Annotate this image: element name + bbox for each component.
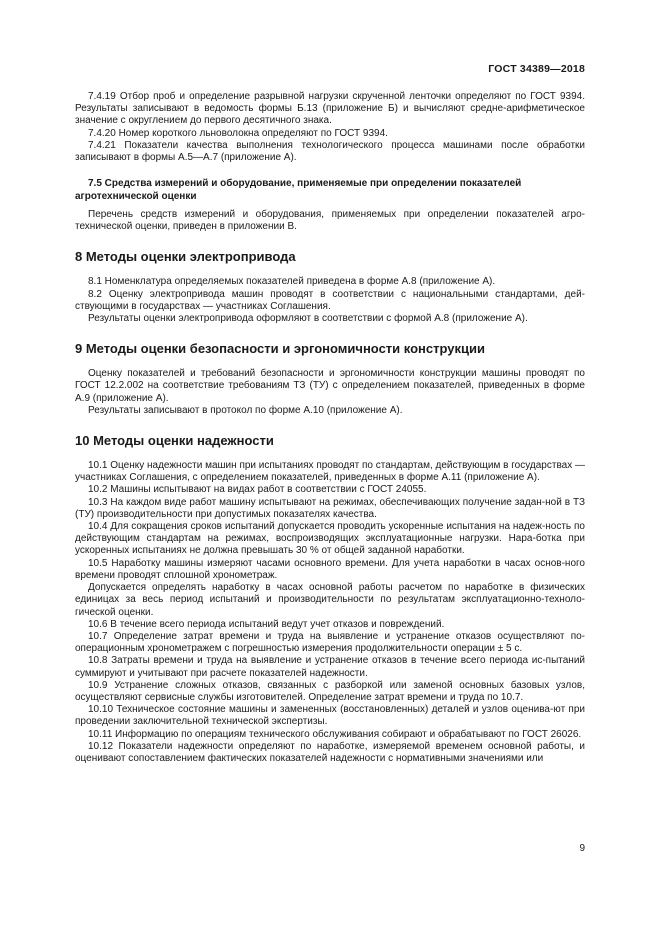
paragraph-10-3: 10.3 На каждом виде работ машину испытывают на режимах, обеспечивающих получение задан-ной в ТЗ (ТУ) производительности при допустимых показателях качества. [75, 496, 585, 520]
paragraph-9-results: Результаты записывают в протокол по форме А.10 (приложение А). [88, 404, 403, 416]
paragraph-10-5: 10.5 Наработку машины измеряют часами основного времени. Для учета наработки в часах основ-ного времени проводят сплошной хронометраж. [75, 557, 585, 581]
paragraph-10-7: 10.7 Определение затрат времени и труда на выявление и устранение отказов осуществляют по-операционным хронометражем с погрешностью измерения продолжительности операции ± 5 с. [75, 630, 585, 655]
paragraph-7-4-21: 7.4.21 Показатели качества выполнения технологического процесса машинами после обработки записывают в формы А.5—А.7 (приложение А). [75, 139, 585, 164]
paragraph-8-results: Результаты оценки электропривода оформляют в соответствии с формой А.8 (приложение А). [88, 313, 528, 325]
paragraph-10-6: 10.6 В течение всего периода испытаний ведут учет отказов и повреждений. [88, 618, 445, 630]
paragraph-10-1: 10.1 Оценку надежности машин при испытаниях проводят по стандартам, действующим в государствах — участниках Соглашения, с определением показателей, приведенных в форме А.11 (приложение А). [75, 460, 585, 484]
paragraph-8-2: 8.2 Оценку электропривода машин проводят в соответствии с национальными стандартами, дей-ствующими в государствах — участниках Соглашения. [75, 288, 585, 312]
subsection-heading-7-5: 7.5 Средства измерений и оборудование, применяемые при определении показателей агротехнической оценки [75, 178, 522, 202]
paragraph-7-4-19: 7.4.19 Отбор проб и определение разрывной нагрузки скрученной ленточки определяют по ГОСТ 9394. Результаты записывают в ведомость формы Б.13 (приложение Б) и вычисляют средне-арифметическое значение с округлением до первого десятичного знака. [75, 91, 585, 127]
section-heading-10: 10 Методы оценки надежности [75, 433, 274, 449]
paragraph-7-5-text: Перечень средств измерений и оборудования, применяемых при определении показателей агро-технической оценки, приведен в приложении В. [75, 209, 585, 233]
paragraph-10-8: 10.8 Затраты времени и труда на выявление и устранение отказов в течение всего периода ис-пытаний суммируют и учитывают при расчете показателей надежности. [75, 655, 585, 679]
paragraph-10-5-note: Допускается определять наработку в часах основной работы расчетом по наработке в физических единицах за весь период испытаний и производительности по результатам эксплуатационно-техноло-гической оценки. [75, 582, 585, 618]
paragraph-8-1: 8.1 Номенклатура определяемых показателей приведена в форме А.8 (приложение А). [88, 276, 496, 288]
paragraph-10-11: 10.11 Информацию по операциям технического обслуживания собирают и обрабатывают по ГОСТ 26026. [88, 728, 582, 740]
document-header: ГОСТ 34389—2018 [488, 63, 585, 75]
section-heading-9: 9 Методы оценки безопасности и эргономичности конструкции [75, 341, 485, 357]
paragraph-9-text: Оценку показателей и требований безопасности и эргономичности конструкции машины проводят по ГОСТ 12.2.002 на соответствие требованиям ТЗ (ТУ) с определением показателей, приведенных в форме А.9 (приложение А). [75, 368, 585, 404]
document-body [75, 91, 585, 765]
page-number: 9 [579, 843, 585, 854]
paragraph-10-2: 10.2 Машины испытывают на видах работ в соответствии с ГОСТ 24055. [88, 484, 427, 496]
section-heading-8: 8 Методы оценки электропривода [75, 249, 296, 265]
paragraph-10-10: 10.10 Техническое состояние машины и замененных (восстановленных) деталей и узлов оценива-ют при проведении заключительной технической экспертизы. [75, 704, 585, 728]
paragraph-10-4: 10.4 Для сокращения сроков испытаний допускается проводить ускоренные испытания на надеж-ность по действующим стандартам на режимах, воспроизводящих эксплуатационные нагрузки. Нара-ботка при ускоренных испытаниях не должна превышать 30 % от общей заданной наработки. [75, 521, 585, 557]
paragraph-7-4-20: 7.4.20 Номер короткого льноволокна определяют по ГОСТ 9394. [88, 127, 388, 139]
paragraph-10-12: 10.12 Показатели надежности определяют по наработке, измеряемой временем основной работы, и оценивают сопоставлением фактических показателей надежности с нормативными значениями или [75, 740, 585, 764]
paragraph-10-9: 10.9 Устранение сложных отказов, связанных с разборкой или заменой основных базовых узлов, осуществляют сервисные службы изготовителей. Определение затрат времени и труда по 10.7. [75, 679, 585, 703]
